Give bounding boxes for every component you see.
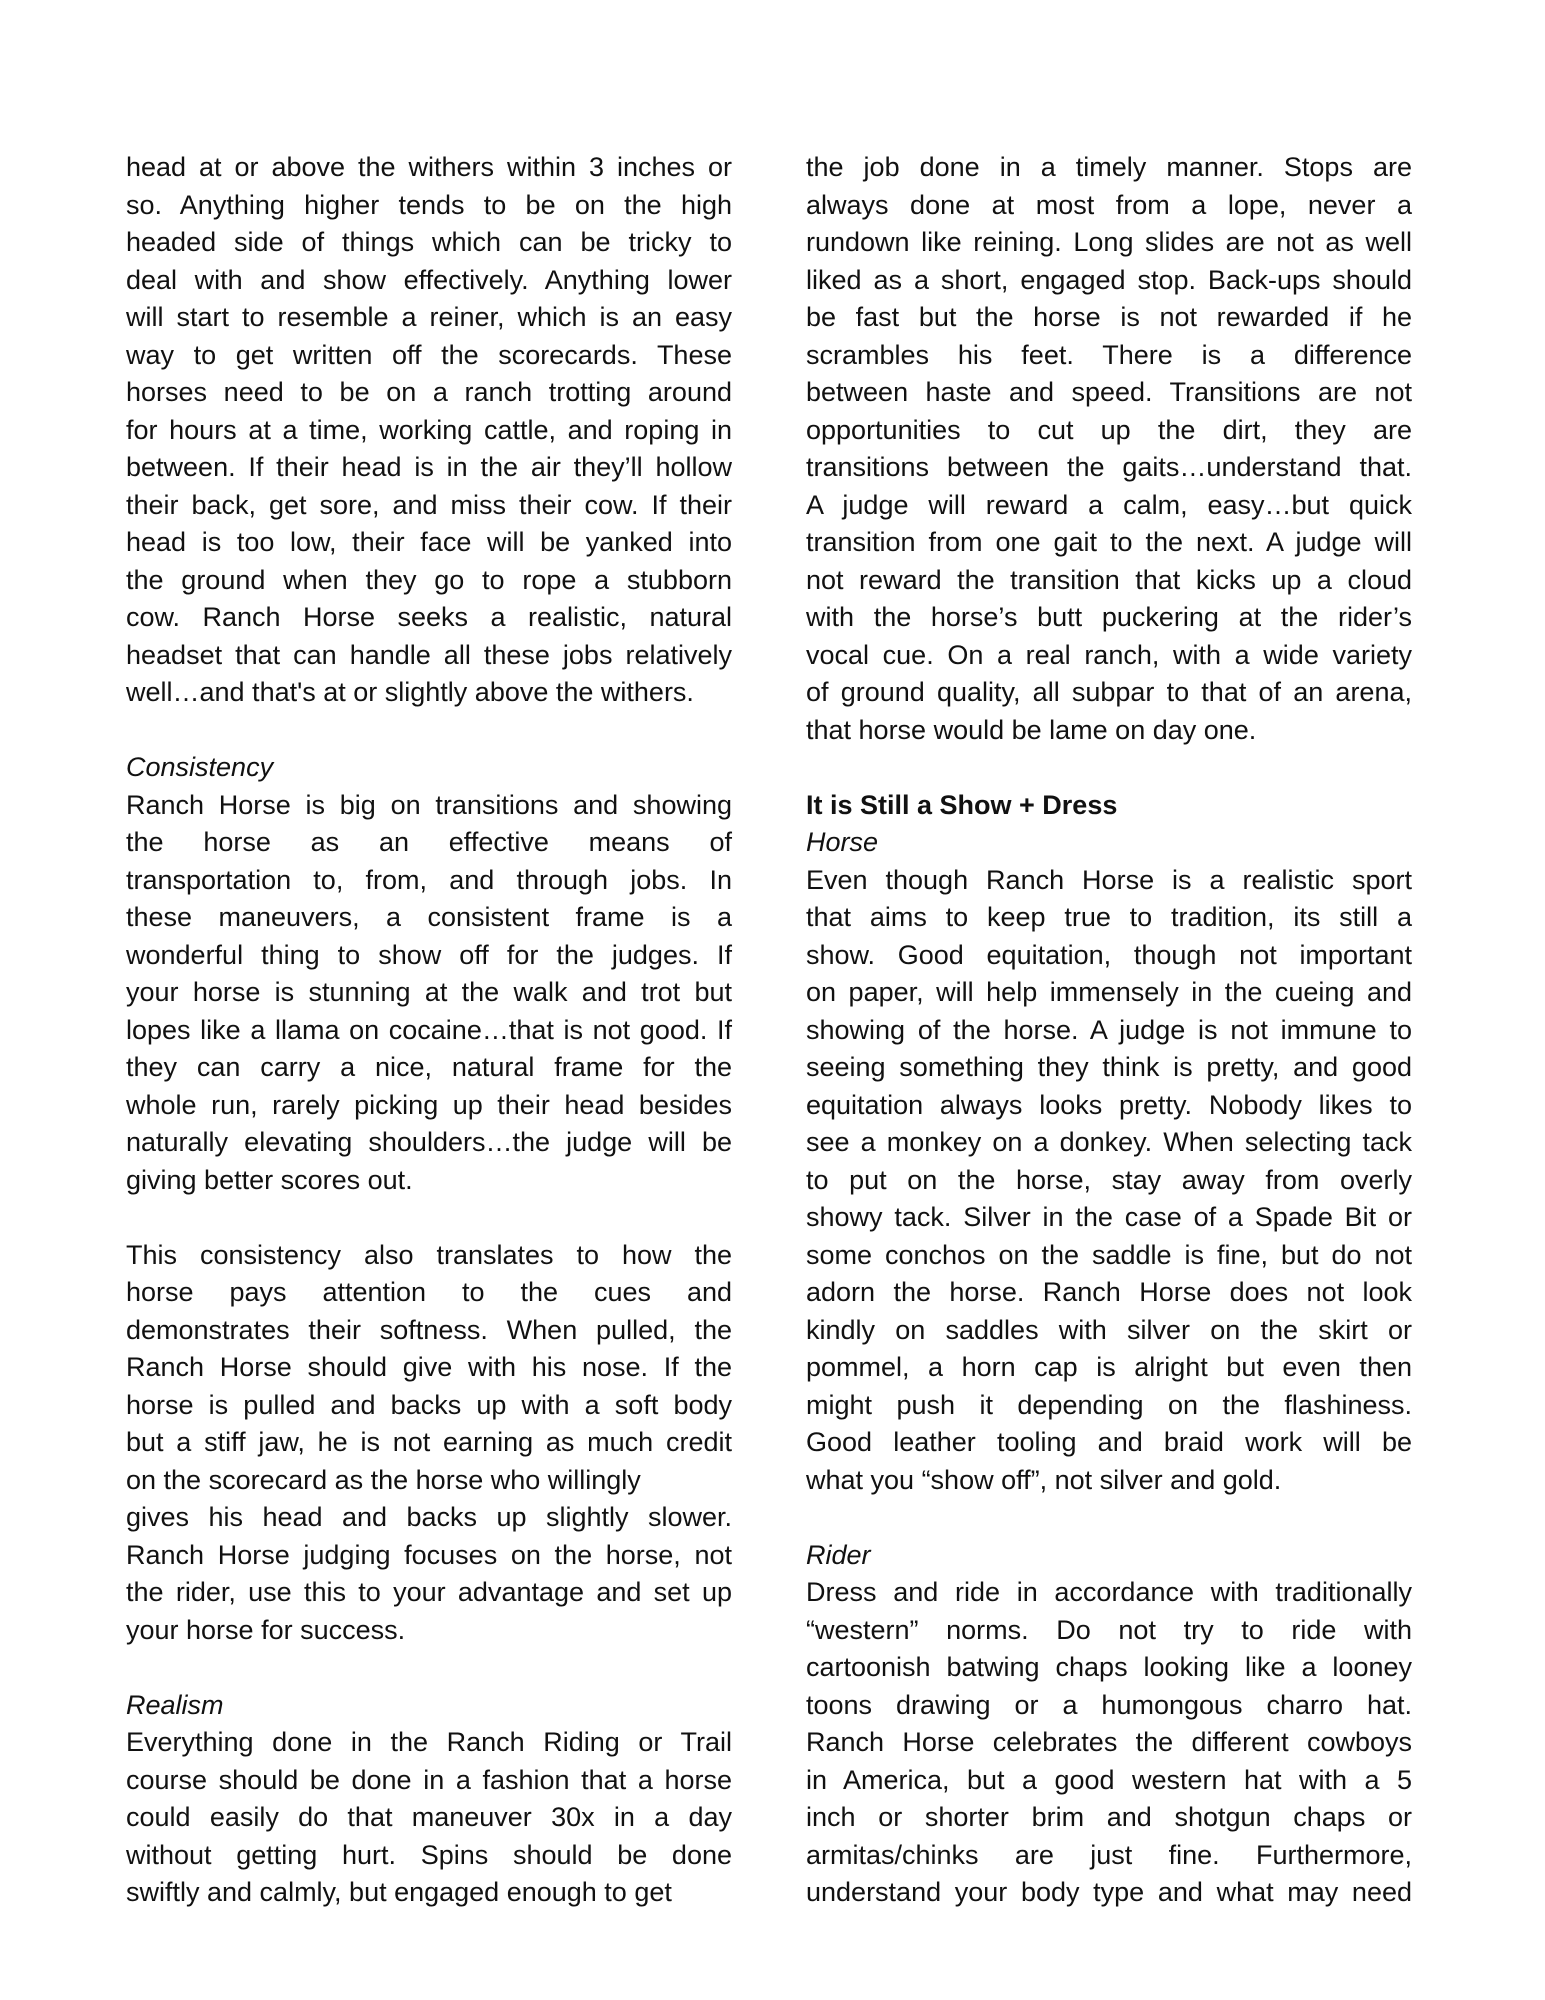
text-line: “western” norms. Do not try to ride with — [806, 1614, 1412, 1645]
paragraph-consistency — [126, 787, 732, 1200]
text-line: transition from one gait to the next. A judge will — [806, 527, 1412, 557]
text-line: head at or above the withers within 3 inches or — [126, 152, 732, 182]
text-line: between haste and speed. Transitions are not — [806, 377, 1412, 407]
text-line: horse is pulled and backs up with a soft body — [126, 1389, 732, 1420]
paragraph-headset — [126, 149, 732, 712]
text-line: the rider, use this to your advantage and set up — [126, 1577, 732, 1607]
text-line: equitation always looks pretty. Nobody likes to — [806, 1089, 1412, 1120]
text-line: This consistency also translates to how the — [126, 1239, 732, 1270]
text-line: but a stiff jaw, he is not earning as much credit — [126, 1427, 732, 1457]
text-line: the ground when they go to rope a stubborn — [126, 564, 732, 595]
text-line: transportation to, from, and through jobs. In — [126, 864, 732, 895]
subheading-horse: Horse — [806, 827, 879, 857]
text-line: wonderful thing to show off for the judges. If — [126, 939, 732, 970]
text-line: be fast but the horse is not rewarded if he — [806, 302, 1412, 332]
text-line: showing of the horse. A judge is not immune to — [806, 1014, 1412, 1045]
text-line: adorn the horse. Ranch Horse does not look — [806, 1277, 1412, 1307]
text-line: Ranch Horse celebrates the different cowboys — [806, 1727, 1412, 1757]
text-line: transitions between the gaits…understand that. — [806, 452, 1412, 482]
text-line: what you “show off”, not silver and gold. — [806, 1464, 1282, 1495]
text-line: see a monkey on a donkey. When selecting tack — [806, 1127, 1412, 1157]
paragraph-horse — [806, 862, 1412, 1500]
text-line: Even though Ranch Horse is a realistic sport — [806, 864, 1412, 895]
text-line: their back, get sore, and miss their cow. If their — [126, 489, 732, 520]
text-line: course should be done in a fashion that a horse — [126, 1764, 732, 1795]
text-line: show. Good equitation, though not important — [806, 939, 1412, 970]
right-column — [806, 149, 1412, 1912]
text-line: giving better scores out. — [126, 1164, 413, 1195]
text-line: cow. Ranch Horse seeks a realistic, natural — [126, 602, 732, 632]
paragraph-softness-part1 — [126, 1237, 732, 1500]
text-line: without getting hurt. Spins should be done — [126, 1839, 732, 1870]
text-line: for hours at a time, working cattle, and roping in — [126, 414, 732, 445]
text-line: not reward the transition that kicks up a cloud — [806, 564, 1412, 595]
paragraph-realism — [126, 1724, 732, 1912]
text-line: the horse as an effective means of — [126, 827, 732, 857]
section-heading-show-dress: It is Still a Show + Dress — [806, 789, 1118, 820]
text-line: cartoonish batwing chaps looking like a looney — [806, 1652, 1412, 1682]
text-line: could easily do that maneuver 30x in a day — [126, 1802, 732, 1832]
text-line: these maneuvers, a consistent frame is a — [126, 902, 732, 932]
text-line: between. If their head is in the air they’ll hollow — [126, 452, 732, 482]
text-line: Dress and ride in accordance with traditionally — [806, 1577, 1412, 1607]
paragraph-softness-part2 — [126, 1499, 732, 1649]
text-line: Good leather tooling and braid work will be — [806, 1427, 1412, 1457]
text-line: horse pays attention to the cues and — [126, 1277, 732, 1307]
text-line: with the horse’s butt puckering at the rider’s — [806, 602, 1412, 632]
paragraph-maneuvers — [806, 149, 1412, 749]
text-line: your horse for success. — [126, 1614, 406, 1645]
text-line: will start to resemble a reiner, which is an easy — [126, 302, 732, 332]
text-line: on the scorecard as the horse who willingly — [126, 1464, 641, 1495]
text-line: Everything done in the Ranch Riding or Trail — [126, 1727, 732, 1757]
text-line: deal with and show effectively. Anything lower — [126, 264, 732, 295]
text-line: that aims to keep true to tradition, its still a — [806, 902, 1412, 932]
text-line: headed side of things which can be tricky to — [126, 227, 732, 257]
text-line: naturally elevating shoulders…the judge will be — [126, 1127, 732, 1157]
text-line: kindly on saddles with silver on the skirt or — [806, 1314, 1412, 1345]
text-line: some conchos on the saddle is fine, but do not — [806, 1239, 1412, 1270]
text-line: demonstrates their softness. When pulled, the — [126, 1314, 732, 1345]
text-line: to put on the horse, stay away from overly — [806, 1164, 1412, 1195]
text-line: head is too low, their face will be yanked into — [126, 527, 732, 557]
paragraph-rider — [806, 1574, 1412, 1912]
text-line: understand your body type and what may need — [806, 1877, 1412, 1907]
text-line: showy tack. Silver in the case of a Spade Bit or — [806, 1202, 1412, 1232]
text-line: A judge will reward a calm, easy…but quick — [806, 489, 1412, 520]
text-line: always done at most from a lope, never a — [806, 189, 1412, 220]
heading-consistency: Consistency — [126, 752, 274, 782]
text-line: might push it depending on the flashiness. — [806, 1389, 1412, 1420]
text-line: Ranch Horse is big on transitions and showing — [126, 789, 732, 820]
left-column — [126, 149, 732, 1912]
heading-realism: Realism — [126, 1689, 224, 1720]
text-line: gives his head and backs up slightly slower. — [126, 1502, 732, 1532]
text-line: on paper, will help immensely in the cueing and — [806, 977, 1412, 1007]
text-line: of ground quality, all subpar to that of an arena, — [806, 677, 1412, 707]
text-line: your horse is stunning at the walk and trot but — [126, 977, 732, 1007]
text-line: opportunities to cut up the dirt, they are — [806, 414, 1412, 445]
text-line: the job done in a timely manner. Stops are — [806, 152, 1412, 182]
text-line: Ranch Horse judging focuses on the horse, not — [126, 1539, 732, 1570]
text-line: scrambles his feet. There is a difference — [806, 339, 1412, 370]
subheading-rider: Rider — [806, 1539, 871, 1570]
text-line: so. Anything higher tends to be on the high — [126, 189, 732, 220]
text-line: they can carry a nice, natural frame for the — [126, 1052, 732, 1082]
text-line: pommel, a horn cap is alright but even then — [806, 1352, 1412, 1382]
text-line: rundown like reining. Long slides are not as well — [806, 227, 1412, 257]
text-line: seeing something they think is pretty, and good — [806, 1052, 1412, 1082]
text-line: swiftly and calmly, but engaged enough to get — [126, 1877, 672, 1907]
text-line: liked as a short, engaged stop. Back-ups should — [806, 264, 1412, 295]
text-line: headset that can handle all these jobs relatively — [126, 639, 732, 670]
text-line: in America, but a good western hat with a 5 — [806, 1764, 1412, 1795]
text-line: way to get written off the scorecards. These — [126, 339, 732, 370]
text-line: inch or shorter brim and shotgun chaps or — [806, 1802, 1412, 1832]
text-line: Ranch Horse should give with his nose. If the — [126, 1352, 732, 1382]
text-line: that horse would be lame on day one. — [806, 714, 1257, 745]
text-line: horses need to be on a ranch trotting around — [126, 377, 732, 407]
text-line: armitas/chinks are just fine. Furthermore, — [806, 1839, 1412, 1870]
text-line: whole run, rarely picking up their head besides — [126, 1089, 732, 1120]
text-line: vocal cue. On a real ranch, with a wide variety — [806, 639, 1412, 670]
text-line: lopes like a llama on cocaine…that is not good. If — [126, 1014, 732, 1045]
text-line: toons drawing or a humongous charro hat. — [806, 1689, 1412, 1720]
text-line: well…and that's at or slightly above the withers. — [126, 677, 694, 707]
